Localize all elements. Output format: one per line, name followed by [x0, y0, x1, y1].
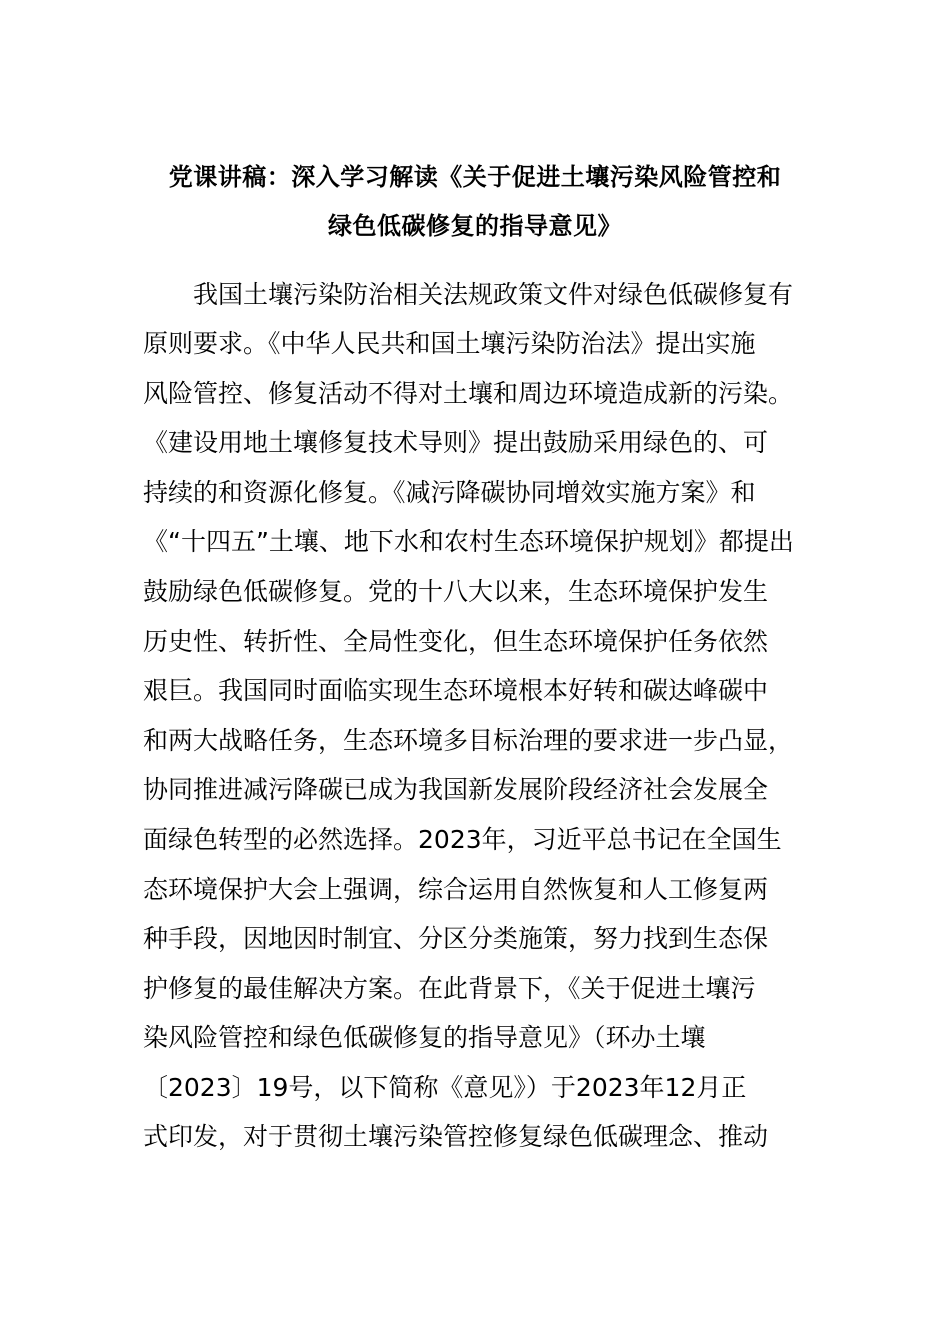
body-line: 鼓励绿色低碳修复。党的十八大以来，生态环境保护发生	[143, 577, 769, 606]
document-title-line-2: 绿色低碳修复的指导意见》	[328, 212, 622, 240]
body-line: 历史性、转折性、全局性变化，但生态环境保护任务依然	[143, 627, 769, 656]
body-line: 原则要求。《中华人民共和国土壤污染防治法》提出实施	[143, 329, 756, 358]
body-line: 风险管控、修复活动不得对土壤和周边环境造成新的污染。	[143, 379, 794, 408]
document-title-line-1: 党课讲稿：深入学习解读《关于促进土壤污染风险管控和	[168, 163, 782, 191]
body-line: 《“十四五”土壤、地下水和农村生态环境保护规划》都提出	[143, 527, 794, 556]
body-line: 协同推进减污降碳已成为我国新发展阶段经济社会发展全	[143, 775, 769, 804]
body-line: 和两大战略任务，生态环境多目标治理的要求进一步凸显，	[143, 726, 794, 755]
body-line: 艰巨。我国同时面临实现生态环境根本好转和碳达峰碳中	[143, 676, 769, 705]
body-line: 面绿色转型的必然选择。2023年，习近平总书记在全国生	[143, 825, 782, 854]
body-line: 护修复的最佳解决方案。在此背景下，《关于促进土壤污	[143, 974, 756, 1003]
body-line: 〔2023〕19号，以下简称《意见》）于2023年12月正	[143, 1073, 747, 1102]
body-line: 我国土壤污染防治相关法规政策文件对绿色低碳修复有	[143, 280, 794, 309]
body-line: 式印发，对于贯彻土壤污染管控修复绿色低碳理念、推动	[143, 1122, 769, 1151]
body-line: 《建设用地土壤修复技术导则》提出鼓励采用绿色的、可	[143, 428, 769, 457]
body-line: 种手段，因地因时制宜、分区分类施策，努力找到生态保	[143, 924, 769, 953]
body-line: 态环境保护大会上强调，综合运用自然恢复和人工修复两	[143, 875, 769, 904]
body-line: 持续的和资源化修复。《减污降碳协同增效实施方案》和	[143, 478, 756, 507]
body-line: 染风险管控和绿色低碳修复的指导意见》（环办土壤	[143, 1023, 706, 1052]
